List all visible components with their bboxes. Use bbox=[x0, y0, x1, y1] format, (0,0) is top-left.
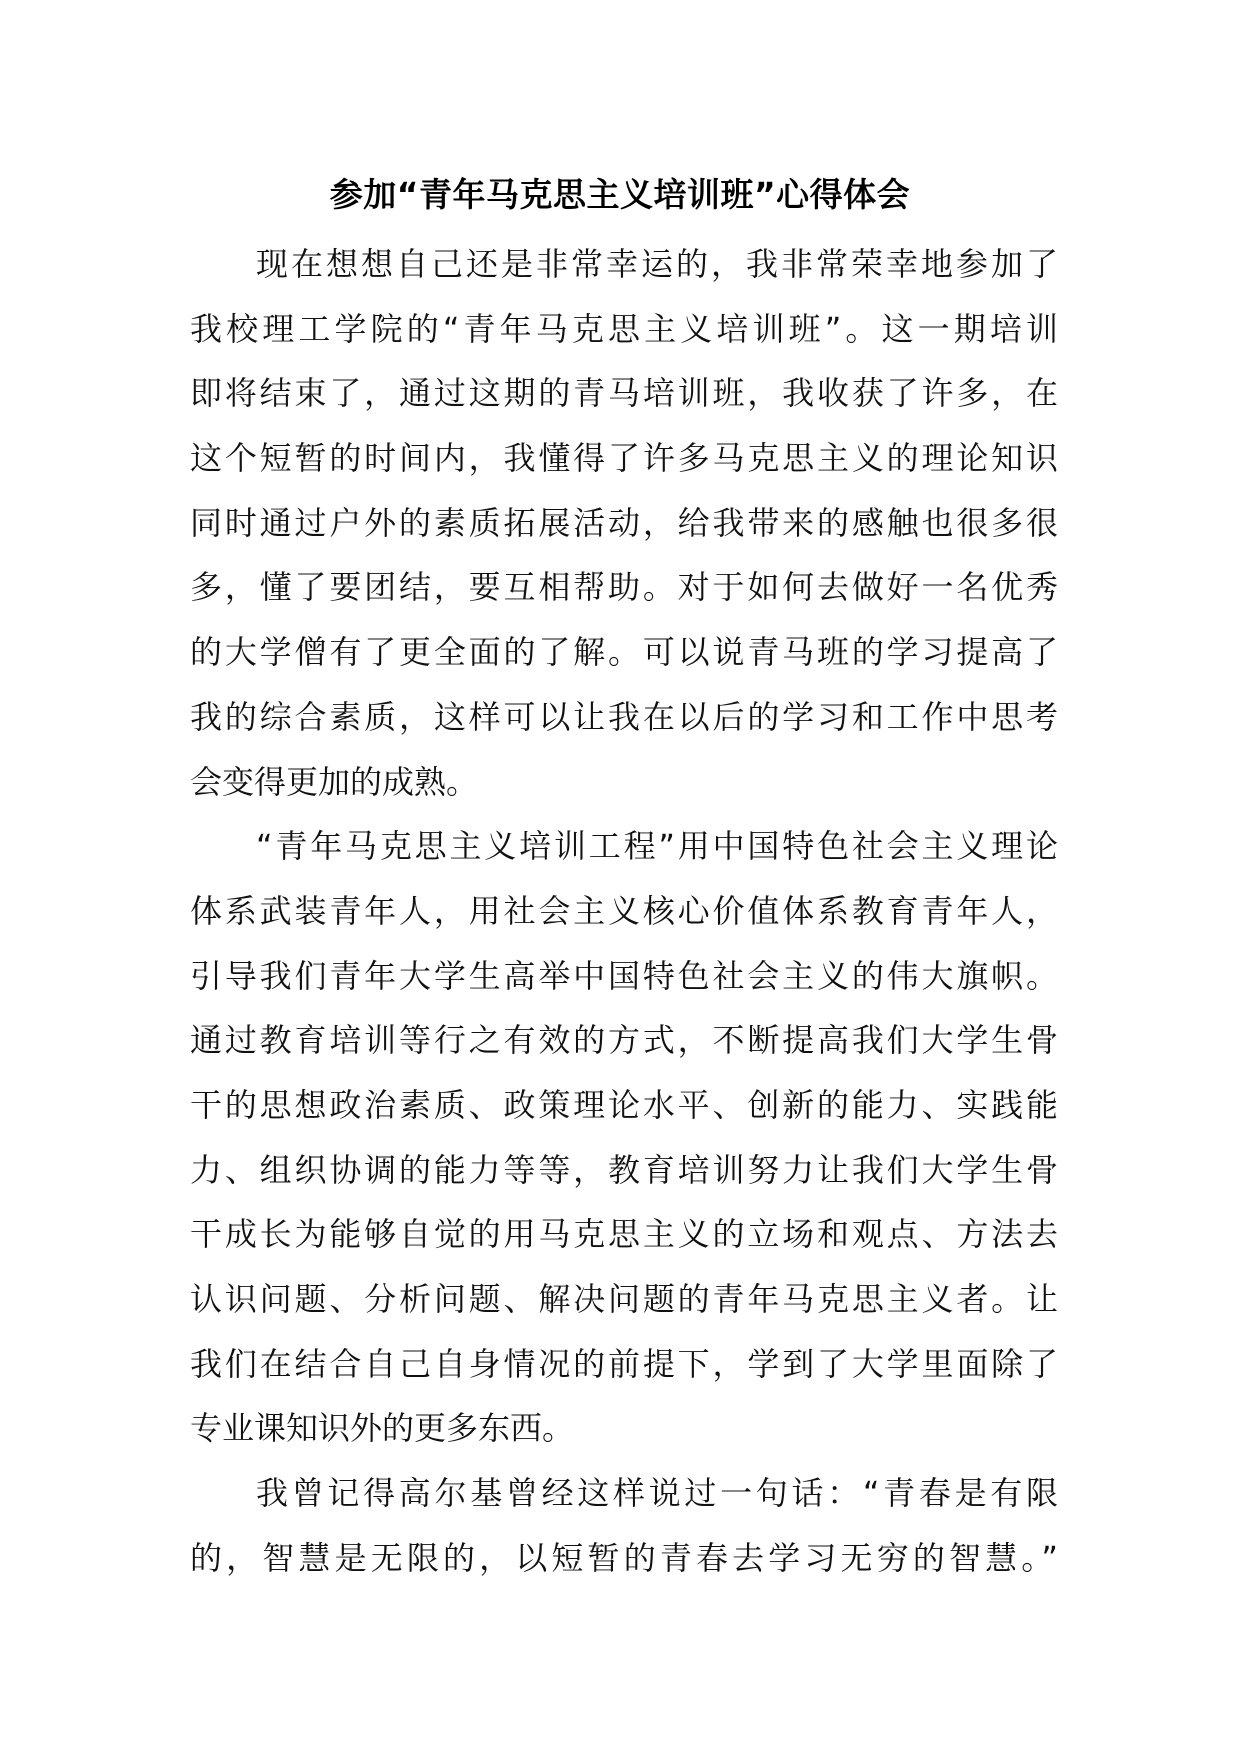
text-line: 引导我们青年大学生高举中国特色社会主义的伟大旗帜。 bbox=[190, 956, 1058, 995]
paragraph-2 bbox=[190, 814, 1058, 1461]
text-line: 即将结束了，通过这期的青马培训班，我收获了许多，在 bbox=[190, 374, 1058, 413]
text-line: 多，懂了要团结，要互相帮助。对于如何去做好一名优秀 bbox=[190, 568, 1058, 607]
text-line: 的，智慧是无限的，以短暂的青春去学习无穷的智慧。” bbox=[190, 1538, 1058, 1577]
text-line: 我校理工学院的“青年马克思主义培训班”。这一期培训 bbox=[190, 309, 1058, 348]
text-line: 这个短暂的时间内，我懂得了许多马克思主义的理论知识 bbox=[190, 439, 1058, 478]
text-line: 力、组织协调的能力等等，教育培训努力让我们大学生骨 bbox=[190, 1150, 1058, 1189]
text-line: 我们在结合自己自身情况的前提下，学到了大学里面除了 bbox=[190, 1344, 1058, 1383]
document-title: 参加“青年马克思主义培训班”心得体会 bbox=[329, 175, 911, 214]
text-line: 体系武装青年人，用社会主义核心价值体系教育青年人， bbox=[190, 891, 1058, 930]
text-line: 认识问题、分析问题、解决问题的青年马克思主义者。让 bbox=[190, 1280, 1058, 1318]
text-line: 会变得更加的成熟。 bbox=[190, 762, 479, 801]
text-line: 干的思想政治素质、政策理论水平、创新的能力、实践能 bbox=[190, 1085, 1058, 1124]
paragraph-1 bbox=[190, 232, 1058, 814]
text-line: 干成长为能够自觉的用马克思主义的立场和观点、方法去 bbox=[190, 1215, 1058, 1254]
paragraph-3 bbox=[190, 1461, 1058, 1590]
text-line: 的大学僧有了更全面的了解。可以说青马班的学习提高了 bbox=[190, 633, 1058, 672]
document-body bbox=[190, 232, 1058, 1590]
text-line: 专业课知识外的更多东西。 bbox=[190, 1409, 575, 1448]
text-line: 现在想想自己还是非常幸运的，我非常荣幸地参加了 bbox=[256, 245, 1058, 283]
text-line: 同时通过户外的素质拓展活动，给我带来的感触也很多很 bbox=[190, 503, 1058, 542]
text-line: 通过教育培训等行之有效的方式，不断提高我们大学生骨 bbox=[190, 1021, 1058, 1060]
text-line: 我曾记得高尔基曾经这样说过一句话：“青春是有限 bbox=[256, 1474, 1058, 1513]
text-line: “青年马克思主义培训工程”用中国特色社会主义理论 bbox=[256, 827, 1058, 866]
text-line: 我的综合素质，这样可以让我在以后的学习和工作中思考 bbox=[190, 697, 1058, 736]
